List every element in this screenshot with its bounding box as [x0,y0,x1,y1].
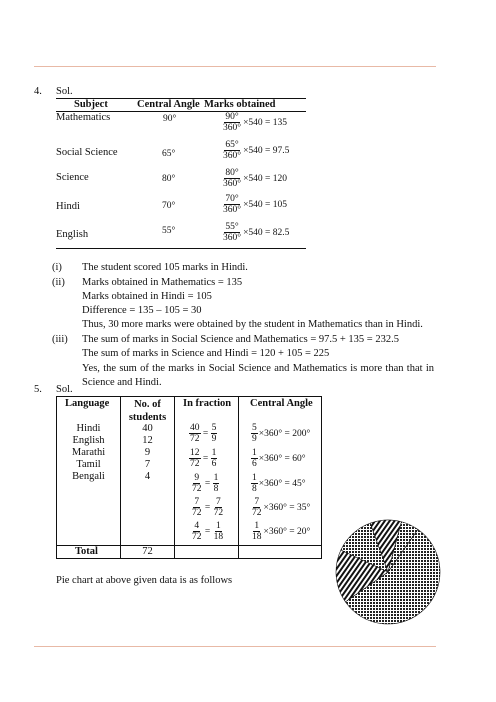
q4-row-subject: Hindi [56,201,80,212]
q5-header-fraction: In fraction [183,398,232,409]
q4-header-angle: Central Angle [137,99,200,110]
q5-angle: $\frac{1}{18}$ ×360° = 20° [252,521,311,542]
q5-total-label: Total [75,546,98,557]
q4-row-subject: Mathematics [56,112,111,123]
q5-language: Hindi [76,423,101,434]
q5-student-count: 40 [142,423,153,434]
q5-header-language: Language [65,398,110,409]
q4-number: 4. [34,86,42,97]
q4-row-angle: 65° [162,149,176,159]
q4-row-marks: $\frac{90^\circ}{360^\circ}$ ×540 = 135 [223,112,288,133]
q5-fraction: $\frac{4}{72}$ = $\frac{1}{18}$ [192,521,224,542]
q5-number: 5. [34,384,42,395]
q5-student-count: 7 [144,459,151,470]
q5-student-count: 9 [144,447,151,458]
q4-sol-label: Sol. [56,86,73,97]
top-rule [34,66,436,67]
q5-total-value: 72 [142,546,153,557]
q5-angle: $\frac{7}{72}$ ×360° = 35° [252,497,311,518]
q5-fraction: $\frac{7}{72}$ = $\frac{7}{72}$ [192,497,224,518]
q5-sol-label: Sol. [56,384,73,395]
q5-languages [57,423,120,483]
q4-table-bottom-border [56,248,306,249]
q4-row-angle: 70° [162,201,176,211]
q4-row-marks: $\frac{55^\circ}{360^\circ}$ ×540 = 82.5 [223,222,290,243]
q5-fraction: $\frac{40}{72}$ = $\frac{5}{9}$ [190,423,217,444]
q4-row-angle: 90° [163,114,177,124]
q5-language: Bengali [72,471,105,482]
q5-student-count: 4 [144,471,151,482]
q4-row-angle: 80° [162,174,176,184]
language-pie-chart [334,515,442,629]
q4-row-subject: English [56,229,89,240]
q5-header-central-angle: Central Angle [250,398,313,409]
q4-header-subject: Subject [74,99,108,110]
q5-language: English [72,435,105,446]
q4-row-marks: $\frac{80^\circ}{360^\circ}$ ×540 = 120 [223,168,288,189]
q4-row-subject: Science [56,172,89,183]
q5-table [56,396,322,559]
q4-row-subject: Social Science [56,147,118,158]
q5-student-count: 12 [142,435,153,446]
q5-language: Tamil [76,459,101,470]
q5-fraction: $\frac{12}{72}$ = $\frac{1}{6}$ [190,448,217,469]
q5-header-students: No. of students [128,399,167,423]
q5-language: Marathi [71,447,106,458]
q4-row-marks: $\frac{65^\circ}{360^\circ}$ ×540 = 97.5 [223,140,290,161]
q5-fraction: $\frac{9}{72}$ = $\frac{1}{8}$ [192,473,219,494]
q5-angle: $\frac{5}{9}$ ×360° = 200° [252,423,311,444]
bottom-rule [34,646,436,647]
q4-header-marks: Marks obtained [204,99,276,110]
q5-angle: $\frac{1}{6}$ ×360° = 60° [252,448,306,469]
q4-row-marks: $\frac{70^\circ}{360^\circ}$ ×540 = 105 [223,194,288,215]
q5-students [121,423,174,483]
q4-row-angle: 55° [162,226,176,236]
q5-caption: Pie chart at above given data is as follows [56,575,233,586]
q5-angle: $\frac{1}{8}$ ×360° = 45° [252,473,306,494]
